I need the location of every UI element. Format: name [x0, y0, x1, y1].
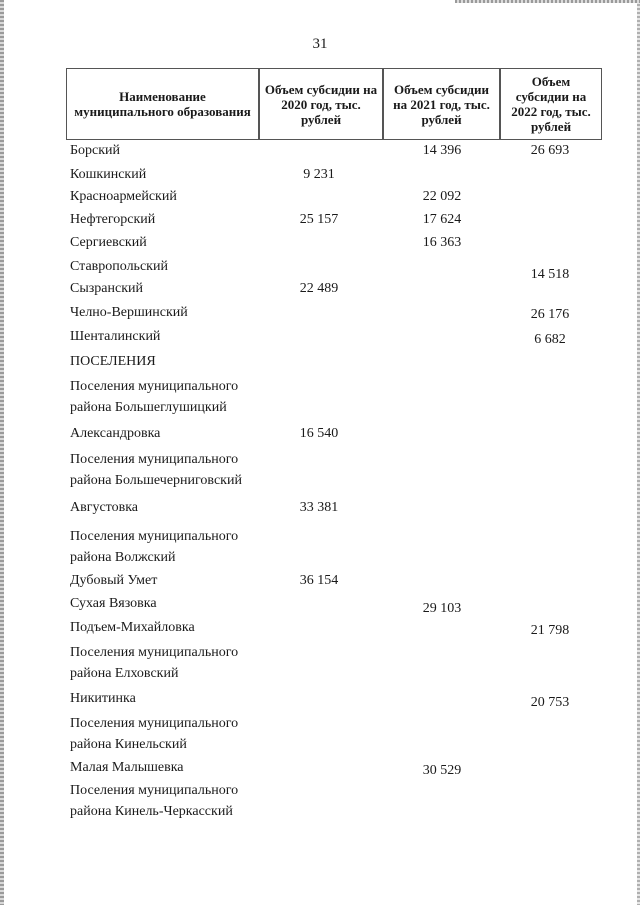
value-2022: 14 518	[530, 267, 570, 282]
row-name: Поселения муниципального района Кинельский	[70, 716, 239, 752]
value-2020: 36 154	[299, 573, 339, 588]
value-2022: 6 682	[534, 332, 566, 347]
row-name: Никитинка	[70, 691, 136, 706]
row-name: Августовка	[70, 500, 139, 515]
row-name: Поселения муниципального района Большечерниговский	[70, 452, 242, 488]
value-2020: 9 231	[303, 167, 335, 182]
row-name: Борский	[70, 143, 121, 158]
value-2020: 16 540	[299, 426, 339, 441]
header-subsidy-2020: Объем субсидии на 2020 год, тыс. рублей	[259, 68, 383, 140]
row-name: Шенталинский	[70, 329, 161, 344]
row-name: Челно-Вершинский	[70, 305, 188, 320]
row-name: Поселения муниципального района Волжский	[70, 529, 239, 565]
value-2020: 22 489	[299, 281, 339, 296]
table-header	[66, 68, 602, 140]
scan-edge-left	[0, 0, 4, 905]
value-2022: 20 753	[530, 695, 570, 710]
value-2021: 17 624	[422, 212, 462, 227]
value-2021: 29 103	[422, 601, 462, 616]
row-name: Кошкинский	[70, 167, 147, 182]
row-name: Сухая Вязовка	[70, 596, 157, 611]
row-name: Малая Малышевка	[70, 760, 184, 775]
value-2020: 25 157	[299, 212, 339, 227]
row-name: Александровка	[70, 426, 161, 441]
row-name: Дубовый Умет	[70, 573, 158, 588]
header-municipality: Наименование муниципального образования	[66, 68, 259, 140]
row-name: Нефтегорский	[70, 212, 156, 227]
row-name: Поселения муниципального района Кинель-Черкасский	[70, 783, 239, 819]
page-number: 31	[312, 36, 328, 52]
value-2021: 30 529	[422, 763, 462, 778]
value-2022: 21 798	[530, 623, 570, 638]
row-name: Сызранский	[70, 281, 143, 296]
header-subsidy-2021: Объем субсидии на 2021 год, тыс. рублей	[383, 68, 500, 140]
row-name: Сергиевский	[70, 235, 147, 250]
row-name: Ставропольский	[70, 259, 168, 274]
scan-edge-top	[455, 0, 640, 3]
value-2022: 26 176	[530, 307, 570, 322]
row-name: ПОСЕЛЕНИЯ	[70, 354, 156, 369]
row-name: Поселения муниципального района Большеглушицкий	[70, 379, 239, 415]
header-subsidy-2022: Объем субсидии на 2022 год, тыс. рублей	[500, 68, 602, 140]
row-name: Красноармейский	[70, 189, 177, 204]
value-2022: 26 693	[530, 143, 570, 158]
value-2020: 33 381	[299, 500, 339, 515]
value-2021: 22 092	[422, 189, 462, 204]
value-2021: 14 396	[422, 143, 462, 158]
row-name: Подъем-Михайловка	[70, 620, 195, 635]
value-2021: 16 363	[422, 235, 462, 250]
row-name: Поселения муниципального района Елховский	[70, 645, 239, 681]
